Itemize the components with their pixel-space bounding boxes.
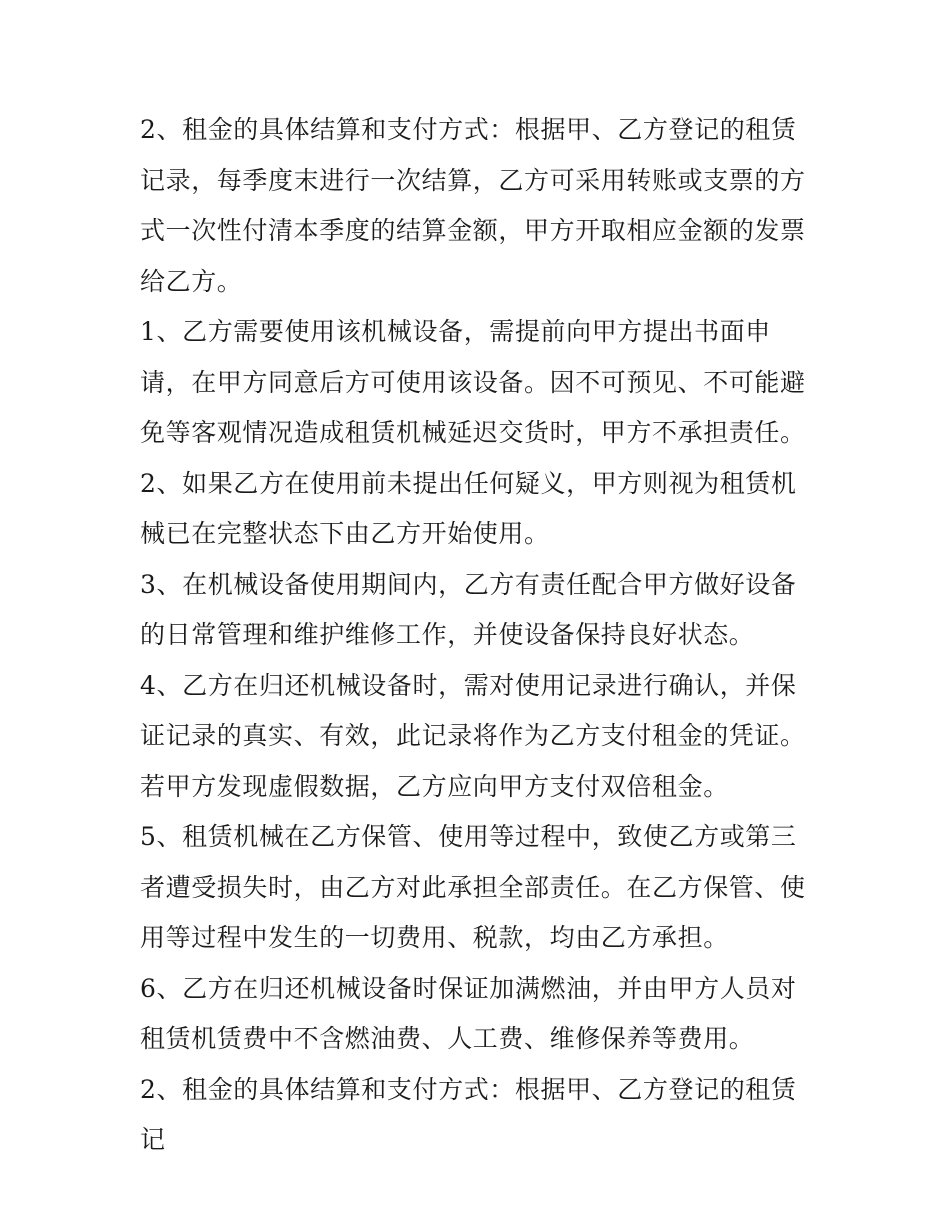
paragraph-clause-5: 5、租赁机械在乙方保管、使用等过程中，致使乙方或第三者遭受损失时，由乙方对此承担全部责任。在乙方保管、使用等过程中发生的一切费用、税款，均由乙方承担。	[140, 822, 806, 952]
paragraph-clause-3: 3、在机械设备使用期间内，乙方有责任配合甲方做好设备的日常管理和维护维修工作，并使设备保持良好状态。	[140, 569, 797, 649]
paragraph-clause-4: 4、乙方在归还机械设备时，需对使用记录进行确认，并保证记录的真实、有效，此记录将作为乙方支付租金的凭证。若甲方发现虚假数据，乙方应向甲方支付双倍租金。	[140, 670, 806, 801]
document-body	[140, 105, 820, 1166]
paragraph-clause-1: 1、乙方需要使用该机械设备，需提前向甲方提出书面申请，在甲方同意后方可使用该设备。因不可预见、不可能避免等客观情况造成租赁机械延迟交货时，甲方不承担责任。	[140, 317, 806, 447]
paragraph-settlement-repeat: 2、租金的具体结算和支付方式：根据甲、乙方登记的租赁记	[140, 1074, 797, 1154]
paragraph-settlement: 2、租金的具体结算和支付方式：根据甲、乙方登记的租赁记录，每季度末进行一次结算，乙方可采用转账或支票的方式一次性付清本季度的结算金额，甲方开取相应金额的发票给乙方。	[140, 115, 806, 296]
paragraph-clause-2: 2、如果乙方在使用前未提出任何疑义，甲方则视为租赁机械已在完整状态下由乙方开始使用。	[140, 468, 797, 548]
paragraph-clause-6: 6、乙方在归还机械设备时保证加满燃油，并由甲方人员对租赁机赁费中不含燃油费、人工费、维修保养等费用。	[140, 973, 797, 1053]
